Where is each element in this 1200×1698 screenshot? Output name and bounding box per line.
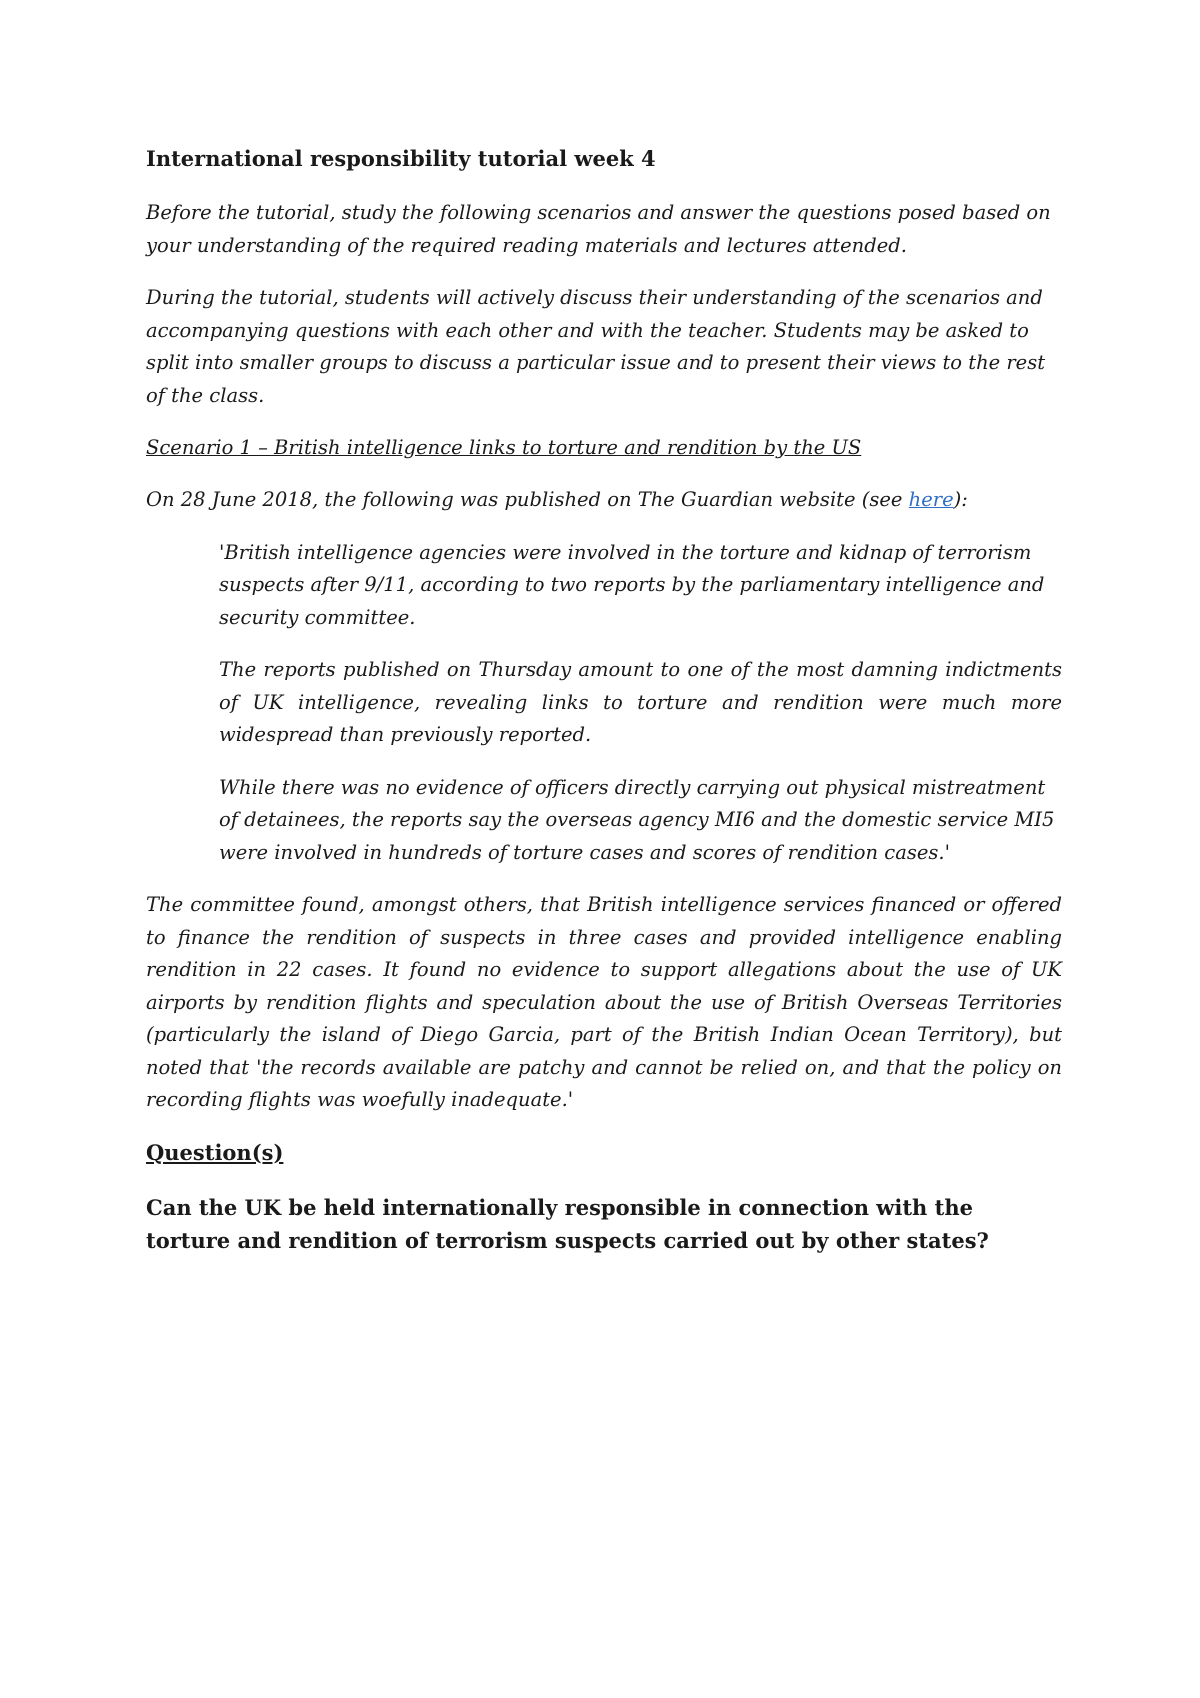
source-line-after: ): [953, 488, 968, 511]
here-link[interactable]: here [908, 488, 954, 511]
quote-paragraph-1: 'British intelligence agencies were involved in the torture and kidnap of terrorism suspects after 9/11, according to two reports by the parliamentary intelligence and security committee. [219, 540, 1045, 629]
committee-findings-paragraph: The committee found, amongst others, that British intelligence services financed or offered to finance the rendition of suspects in three cases and provided intelligence enabling rendition in 22 cases. It found no evidence to support allegations about the use of UK airports by rendition flights and speculation about the use of British Overseas Territories (particularly the island of Diego Garcia, part of the British Indian Ocean Territory), but noted that 'the records available are patchy and cannot be relied on, and that the policy on recording flights was woefully inadequate.' [146, 893, 1062, 1111]
questions-heading: Question(s) [146, 1139, 284, 1165]
document-page [146, 143, 1062, 1257]
intro-paragraph-2: During the tutorial, students will actively discuss their understanding of the scenarios and accompanying questions with each other and with the teacher. Students may be asked to split into smaller groups to discuss a particular issue and to present their views to the rest of the class. [146, 286, 1046, 407]
scenario-heading: Scenario 1 – British intelligence links to torture and rendition by the US [146, 436, 862, 459]
quote-paragraph-3: While there was no evidence of officers directly carrying out physical mistreatment of detainees, the reports say the overseas agency MI6 and the domestic service MI5 were involved in hundreds of torture cases and scores of rendition cases.' [219, 775, 1055, 864]
source-line-before: On 28 June 2018, the following was published on The Guardian website (see [146, 488, 909, 511]
document-title: International responsibility tutorial week 4 [146, 146, 656, 171]
question-text: Can the UK be held internationally responsible in connection with the torture and rendition of terrorism suspects carried out by other states? [146, 1194, 989, 1253]
quote-paragraph-2: The reports published on Thursday amount to one of the most damning indictments of UK intelligence, revealing links to torture and rendition were much more widespread than previously reported. [219, 658, 1062, 746]
source-line [146, 484, 1062, 517]
guardian-quote [219, 537, 1062, 870]
intro-paragraph-1: Before the tutorial, study the following scenarios and answer the questions posed based on your understanding of the required reading materials and lectures attended. [146, 201, 1051, 257]
